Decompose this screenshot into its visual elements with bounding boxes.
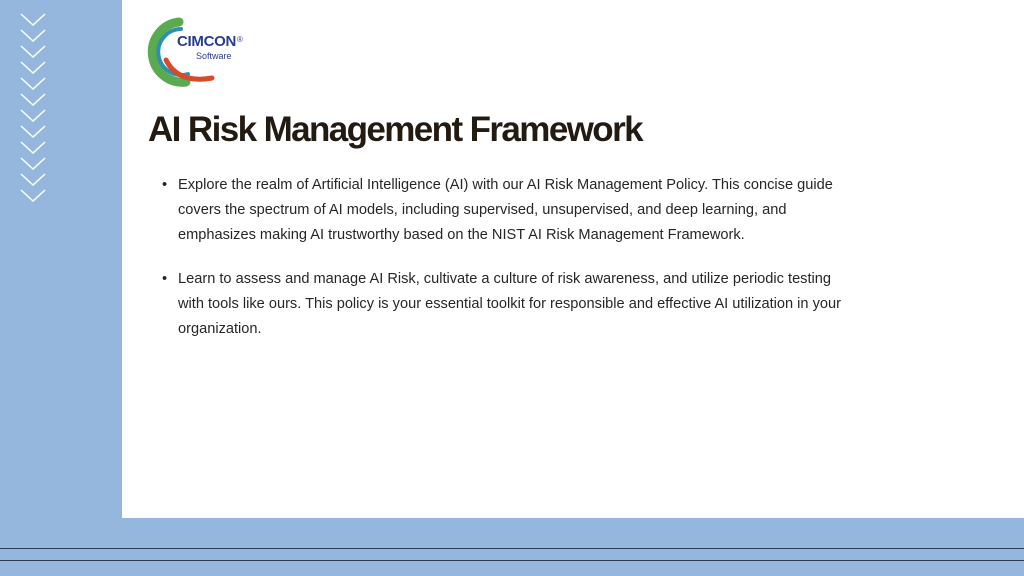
chevron-down-icon xyxy=(21,30,45,41)
footer-divider-bottom xyxy=(0,560,1024,561)
footer-divider-top xyxy=(0,548,1024,549)
logo-brand-name: CIMCON® xyxy=(177,33,243,50)
cimcon-logo-icon xyxy=(146,12,256,88)
chevron-down-icon xyxy=(21,126,45,137)
bullet-item xyxy=(162,173,852,247)
chevron-down-icon xyxy=(21,94,45,105)
bullet-text: Explore the realm of Artificial Intelligence (AI) with our AI Risk Management Policy. This concise guide covers the spectrum of AI models, including supervised, unsupervised, and deep learning, and emphasizes making AI trustworthy based on the NIST AI Risk Management Framework. xyxy=(178,177,833,243)
slide-title: AI Risk Management Framework xyxy=(148,110,642,149)
chevron-down-icon xyxy=(21,14,45,25)
bullet-list xyxy=(162,173,852,362)
bullet-marker: • xyxy=(162,271,168,288)
chevron-down-icon xyxy=(21,78,45,89)
chevron-down-icon xyxy=(21,190,45,201)
bullet-marker: • xyxy=(162,177,168,193)
chevron-down-icon xyxy=(21,158,45,169)
chevron-down-icon xyxy=(21,110,45,121)
chevron-down-icon xyxy=(21,46,45,57)
chevron-down-icon xyxy=(21,142,45,153)
chevron-down-icon xyxy=(21,174,45,185)
bullet-item xyxy=(162,267,852,341)
chevron-decoration xyxy=(18,12,48,212)
bullet-text: Learn to assess and manage AI Risk, cultivate a culture of risk awareness, and utilize periodic testing with tools like ours. This policy is your essential toolkit for responsible and effective AI utilization in your organization. xyxy=(178,271,841,337)
chevron-down-icon xyxy=(21,62,45,73)
logo-subtitle: Software xyxy=(196,51,232,61)
